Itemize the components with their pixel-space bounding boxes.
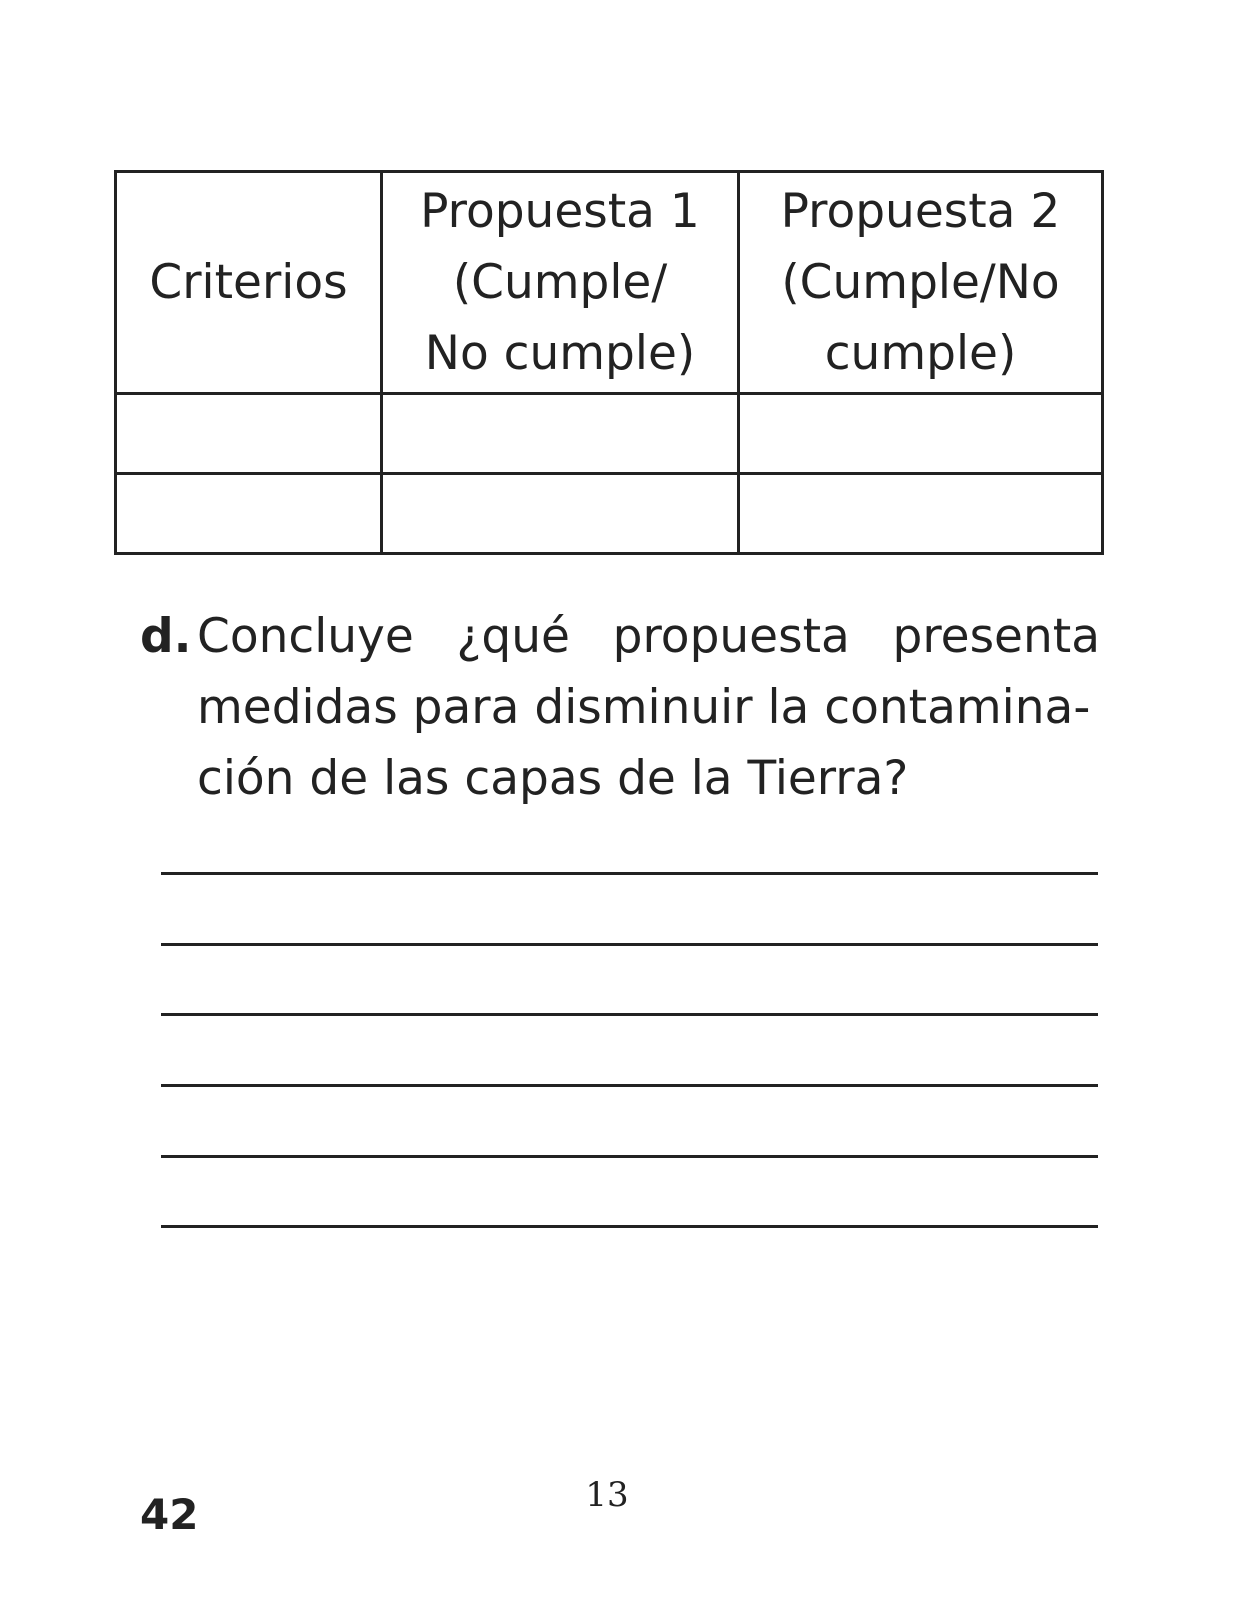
header-propuesta-1-line: No cumple) <box>424 326 696 381</box>
answer-line[interactable] <box>161 1013 1098 1016</box>
table-row <box>116 474 1103 554</box>
table-cell-propuesta-1[interactable] <box>382 474 739 554</box>
header-propuesta-2-line: (Cumple/No <box>781 255 1060 310</box>
header-propuesta-1-line: Propuesta 1 <box>420 184 700 239</box>
page-number-left: 42 <box>140 1490 199 1539</box>
page-number-center: 13 <box>585 1475 629 1515</box>
table-cell-criterio[interactable] <box>116 474 382 554</box>
table-cell-propuesta-2[interactable] <box>739 394 1103 474</box>
table-header-row <box>116 172 1103 394</box>
question-letter: d. <box>140 609 192 664</box>
answer-line[interactable] <box>161 1155 1098 1158</box>
answer-line[interactable] <box>161 1225 1098 1228</box>
header-criterios <box>116 172 382 394</box>
answer-line[interactable] <box>161 872 1098 875</box>
table-cell-propuesta-1[interactable] <box>382 394 739 474</box>
question-text-line: medidas para disminuir la contamina- <box>197 680 1091 735</box>
header-propuesta-2-line: Propuesta 2 <box>780 184 1061 239</box>
answer-line[interactable] <box>161 943 1098 946</box>
header-propuesta-1 <box>382 172 739 394</box>
header-criterios-label: Criterios <box>149 255 348 310</box>
answer-line[interactable] <box>161 1084 1098 1087</box>
question-text-line: ción de las capas de la Tierra? <box>197 751 909 806</box>
header-propuesta-1-line: (Cumple/ <box>452 255 668 310</box>
question-text-line: Concluye ¿qué propuesta presenta <box>197 609 1100 664</box>
criteria-table <box>114 170 1104 555</box>
header-propuesta-2 <box>739 172 1103 394</box>
table-cell-propuesta-2[interactable] <box>739 474 1103 554</box>
header-propuesta-2-line: cumple) <box>824 326 1017 381</box>
table-cell-criterio[interactable] <box>116 394 382 474</box>
table-row <box>116 394 1103 474</box>
